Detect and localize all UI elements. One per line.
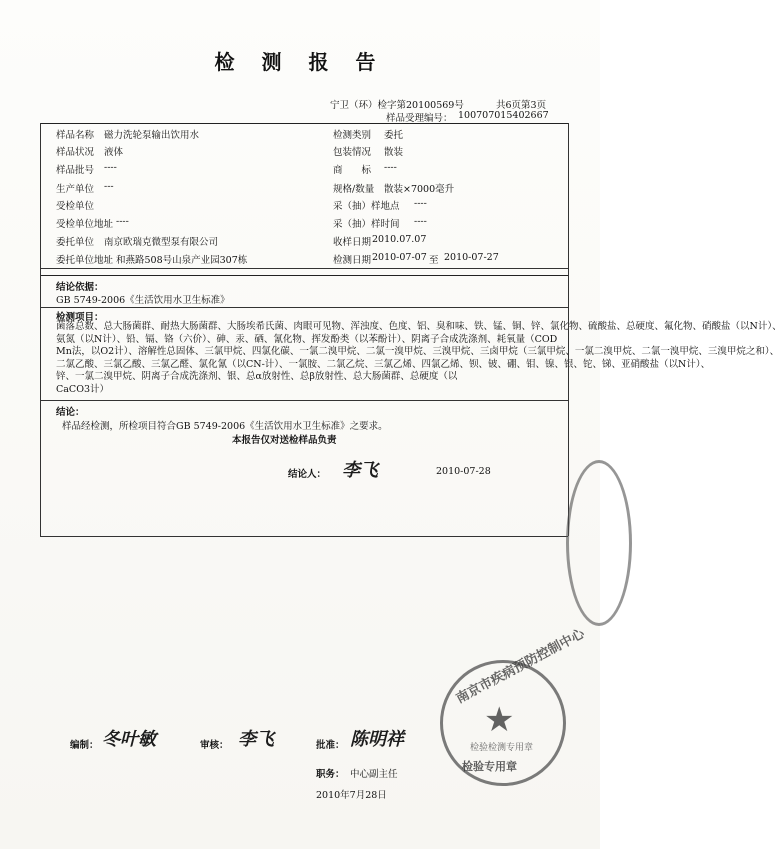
frame-right [568, 123, 569, 536]
producer-value: --- [104, 181, 114, 192]
client-address-label: 委托单位地址 [56, 255, 114, 266]
package-label: 包装情况 [333, 147, 372, 158]
frame-bottom-line [40, 536, 568, 537]
package-value: 散装 [384, 147, 404, 158]
sample-name-label: 样品名称 [56, 130, 95, 141]
basis-text: GB 5749-2006《生活饮用水卫生标准》 [56, 295, 230, 306]
items-line: 锌、一氯二溴甲烷、阴离子合成洗涤剂、银、总α放射性、总β放射性、总大肠菌群、总硬度（以 [56, 371, 458, 383]
spec-label: 规格/数量 [333, 184, 375, 195]
seal-inner-text: 检验检测专用章 [470, 743, 534, 753]
conclude-date: 2010-07-28 [436, 466, 491, 477]
items-line: Mn法，以O2计）、溶解性总固体、三氯甲烷、四氯化碳、一氯二溴甲烷、二氯一溴甲烷、三溴甲烷、三卤甲烷（三氯甲烷、一氯二溴甲烷、二氯一溴甲烷、三溴甲烷之和）、 [56, 346, 780, 358]
frame-left [40, 123, 41, 536]
items-line: 菌落总数、总大肠菌群、耐热大肠菌群、大肠埃希氏菌、肉眼可见物、浑浊度、色度、铝、臭和味、铁、锰、铜、锌、氯化物、硫酸盐、总硬度、氟化物、硝酸盐（以N计）、 [56, 321, 782, 332]
client-label: 委托单位 [56, 237, 95, 248]
conclusion-note: 本报告仅对送检样品负责 [232, 435, 337, 446]
table-top-line [40, 123, 568, 124]
reviewer-label: 审核： [200, 740, 229, 751]
seal-bottom-text: 检验专用章 [462, 760, 517, 773]
sample-name-value: 磁力洗轮泵输出饮用水 [104, 130, 200, 141]
inspected-address-value: ---- [116, 216, 129, 227]
receive-date-value: 2010.07.07 [372, 234, 427, 245]
editor-label: 编制： [70, 740, 99, 751]
client-address-value: 和燕路508号山泉产业园307栋 [116, 255, 248, 266]
batch-no-label: 样品批号 [56, 165, 95, 176]
basis-bottom-line [40, 307, 568, 308]
table-bottom-line [40, 268, 568, 269]
sampling-time-label: 采（抽）样时间 [333, 219, 400, 230]
sampling-place-label: 采（抽）样地点 [333, 201, 400, 212]
conclude-label: 结论人： [288, 469, 327, 480]
items-bottom-line [40, 400, 568, 401]
doc-number: 宁卫（环）检字第20100569号 [330, 100, 464, 111]
sampling-time-value: ---- [414, 216, 427, 227]
approver-signature: 陈明祥 [350, 729, 404, 750]
sample-state-value: 液体 [104, 147, 124, 158]
accept-no: 100707015402667 [458, 110, 549, 121]
items-line: 氨氮（以N计）、铅、镉、铬（六价）、砷、汞、硒、氰化物、挥发酚类（以苯酚计）、阴离子合成洗涤剂、耗氧量（COD [56, 333, 558, 345]
sample-state-label: 样品状况 [56, 147, 95, 158]
spec-value: 散装×7000毫升 [384, 184, 455, 195]
page-info: 共6页第3页 [496, 100, 547, 111]
items-text [56, 321, 782, 397]
reviewer-signature: 李飞 [238, 729, 274, 750]
test-type-label: 检测类别 [333, 130, 372, 141]
accept-no-label: 样品受理编号： [386, 113, 453, 124]
trademark-value: ---- [384, 162, 397, 173]
test-date-label: 检测日期 [333, 255, 372, 266]
trademark-label: 商 标 [333, 165, 372, 176]
report-title: 检 测 报 告 [214, 50, 386, 74]
approver-label: 批准： [316, 740, 345, 751]
seal-star-icon: ★ [484, 700, 515, 740]
client-value: 南京欧瑞克微型泵有限公司 [104, 237, 219, 248]
signoff-date: 2010年7月28日 [316, 790, 387, 801]
position-value: 中心副主任 [350, 769, 398, 780]
test-date-start: 2010-07-07 [372, 252, 427, 263]
conclusion-label: 结论： [56, 407, 85, 418]
items-label: 检测项目： [56, 312, 104, 323]
batch-no-value: ---- [104, 162, 117, 173]
position-label: 职务： [316, 769, 345, 780]
basis-label: 结论依据： [56, 282, 104, 293]
inspected-address-label: 受检单位地址 [56, 219, 114, 230]
test-date-end: 2010-07-27 [444, 252, 499, 263]
receive-date-label: 收样日期 [333, 237, 372, 248]
items-line: 二氯乙酸、三氯乙酸、三氯乙醛、氯化氰（以CN-计）、一氯胺、二氯乙烷、三氯乙烯、四氯乙烯、钡、铍、硼、钼、镍、银、铊、锑、亚硝酸盐（以N计）、 [56, 358, 711, 370]
inspected-unit-label: 受检单位 [56, 201, 95, 212]
sampling-place-value: ---- [414, 198, 427, 209]
conclude-signature: 李飞 [342, 460, 378, 481]
basis-top-line [40, 275, 568, 276]
seal-arc-text: 南京市疾病预防控制中心 [453, 626, 588, 707]
test-date-to: 至 [429, 255, 439, 266]
items-line: CaCO3计） [56, 383, 110, 395]
editor-signature: 冬叶敏 [102, 729, 156, 750]
test-type-value: 委托 [384, 130, 404, 141]
conclusion-text: 样品经检测，所检项目符合GB 5749-2006《生活饮用水卫生标准》之要求。 [62, 421, 388, 432]
edge-stamp [566, 460, 632, 626]
producer-label: 生产单位 [56, 184, 95, 195]
